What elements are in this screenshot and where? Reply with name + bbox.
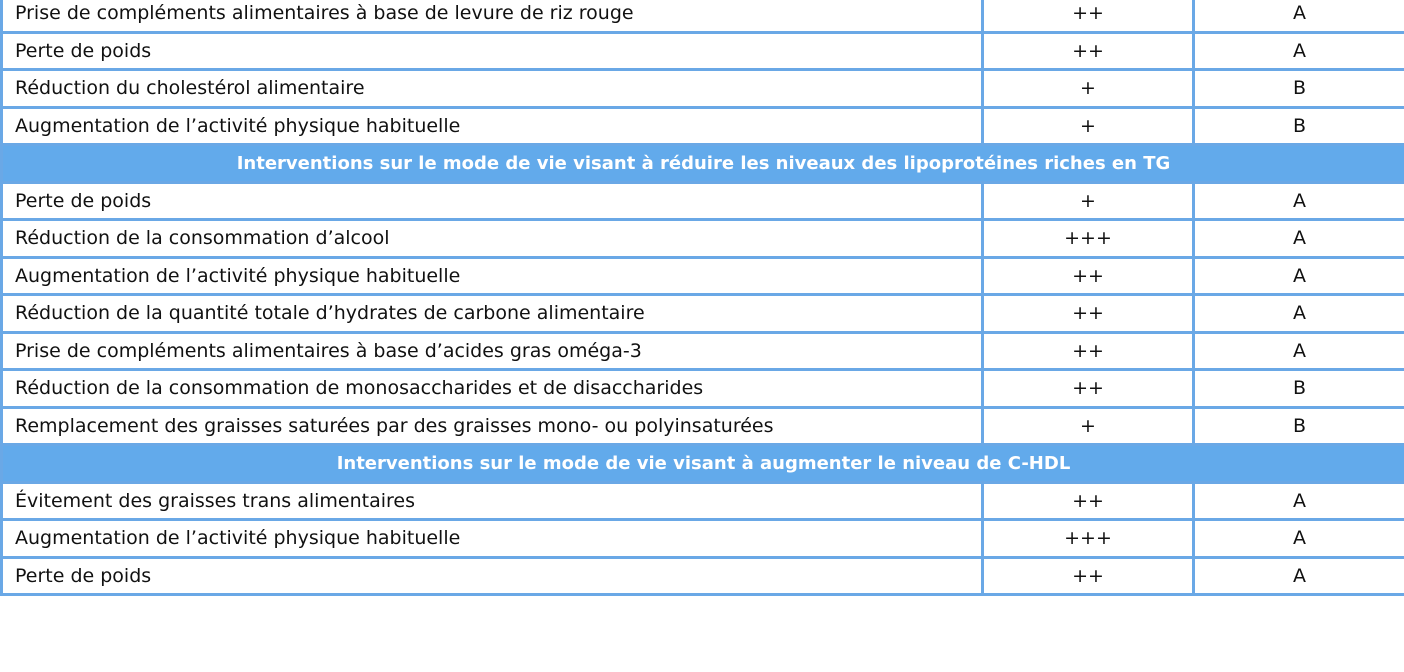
section-header-row (2, 145, 1404, 183)
intervention-cell: Remplacement des graisses saturées par des graisses mono- ou polyinsaturées (2, 407, 983, 445)
effect-magnitude-cell: +++ (983, 220, 1194, 258)
intervention-cell: Perte de poids (2, 182, 983, 220)
intervention-cell: Augmentation de l’activité physique habituelle (2, 257, 983, 295)
evidence-level-cell: B (1194, 407, 1404, 445)
evidence-level-cell: A (1194, 0, 1404, 32)
table-row (2, 0, 1404, 32)
effect-magnitude-cell: + (983, 407, 1194, 445)
table-row (2, 257, 1404, 295)
evidence-level-cell: A (1194, 295, 1404, 333)
intervention-cell: Augmentation de l’activité physique habituelle (2, 520, 983, 558)
table-row (2, 520, 1404, 558)
effect-magnitude-cell: ++ (983, 257, 1194, 295)
intervention-cell: Prise de compléments alimentaires à base d’acides gras oméga-3 (2, 332, 983, 370)
evidence-level-cell: A (1194, 482, 1404, 520)
effect-magnitude-cell: ++ (983, 295, 1194, 333)
effect-magnitude-cell: ++ (983, 482, 1194, 520)
table-row (2, 407, 1404, 445)
effect-magnitude-cell: ++ (983, 0, 1194, 32)
table-row (2, 70, 1404, 108)
table-row (2, 32, 1404, 70)
intervention-cell: Réduction du cholestérol alimentaire (2, 70, 983, 108)
intervention-cell: Réduction de la consommation de monosaccharides et de disaccharides (2, 370, 983, 408)
effect-magnitude-cell: ++ (983, 32, 1194, 70)
section-title: Interventions sur le mode de vie visant à augmenter le niveau de C-HDL (2, 445, 1404, 483)
intervention-cell: Perte de poids (2, 557, 983, 595)
table-row (2, 557, 1404, 595)
effect-magnitude-cell: ++ (983, 332, 1194, 370)
effect-magnitude-cell: ++ (983, 370, 1194, 408)
effect-magnitude-cell: ++ (983, 557, 1194, 595)
evidence-level-cell: A (1194, 332, 1404, 370)
evidence-level-cell: A (1194, 220, 1404, 258)
intervention-cell: Prise de compléments alimentaires à base de levure de riz rouge (2, 0, 983, 32)
table-row (2, 107, 1404, 145)
intervention-cell: Perte de poids (2, 32, 983, 70)
evidence-level-cell: B (1194, 107, 1404, 145)
table-row (2, 332, 1404, 370)
effect-magnitude-cell: +++ (983, 520, 1194, 558)
table-row (2, 182, 1404, 220)
effect-magnitude-cell: + (983, 182, 1194, 220)
intervention-cell: Réduction de la consommation d’alcool (2, 220, 983, 258)
section-header-row (2, 445, 1404, 483)
evidence-level-cell: A (1194, 557, 1404, 595)
effect-magnitude-cell: + (983, 70, 1194, 108)
evidence-level-cell: B (1194, 370, 1404, 408)
table-row (2, 220, 1404, 258)
evidence-level-cell: A (1194, 32, 1404, 70)
table-row (2, 295, 1404, 333)
evidence-level-cell: B (1194, 70, 1404, 108)
table-row (2, 370, 1404, 408)
evidence-level-cell: A (1194, 182, 1404, 220)
evidence-level-cell: A (1194, 520, 1404, 558)
evidence-level-cell: A (1194, 257, 1404, 295)
effect-magnitude-cell: + (983, 107, 1194, 145)
intervention-cell: Augmentation de l’activité physique habituelle (2, 107, 983, 145)
intervention-cell: Réduction de la quantité totale d’hydrates de carbone alimentaire (2, 295, 983, 333)
table-row (2, 482, 1404, 520)
section-title: Interventions sur le mode de vie visant à réduire les niveaux des lipoprotéines riches en TG (2, 145, 1404, 183)
table-body (2, 0, 1404, 595)
intervention-cell: Évitement des graisses trans alimentaires (2, 482, 983, 520)
